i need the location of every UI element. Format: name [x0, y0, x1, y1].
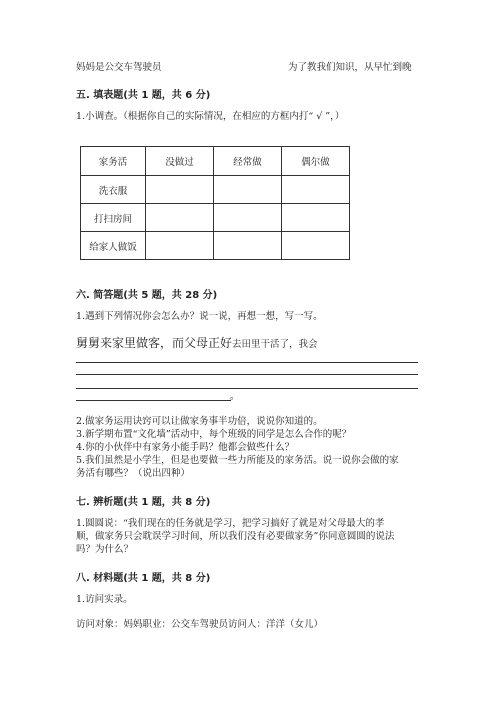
section8-interview-line: 访问对象：妈妈职业：公交车驾驶员访问人：洋洋（女儿） [76, 619, 324, 630]
section7-question-line2: 顺，做家务只会耽误学习时间，所以我们没有必要做家务”你同意圆圆的说法 [76, 531, 395, 542]
table-row [81, 204, 350, 232]
header-right-text: 为了教我们知识，从早忙到晚 [288, 62, 412, 73]
section6-heading: 六. 简答题(共 5 题，共 28 分) [76, 290, 218, 301]
survey-checkbox-cell[interactable] [214, 204, 282, 232]
header-left-text: 妈妈是公交车驾驶员 [76, 62, 162, 73]
section6-question-3: 3.新学期布置“文化墙”活动中，每个班级的同学是怎么合作的呢？ [76, 429, 352, 440]
answer-line[interactable] [76, 374, 418, 375]
survey-header-often: 经常做 [214, 147, 282, 176]
answer-line[interactable] [76, 400, 231, 401]
section5-question-1: 1.小调查。（根据你自己的实际情况，在相应的方框内打“ √ ”，） [76, 111, 345, 122]
survey-table-header-row [81, 147, 350, 176]
survey-header-never: 没做过 [146, 147, 214, 176]
survey-checkbox-cell[interactable] [214, 232, 282, 260]
section8-question-1: 1.访问实录。 [76, 594, 133, 605]
survey-checkbox-cell[interactable] [282, 204, 350, 232]
survey-checkbox-cell[interactable] [146, 176, 214, 204]
table-row [81, 176, 350, 204]
table-row [81, 232, 350, 260]
section7-heading: 七. 辨析题(共 1 题，共 8 分) [76, 497, 211, 508]
survey-header-sometimes: 偶尔做 [282, 147, 350, 176]
section6-question-4: 4.你的小伙伴中有家务小能手吗？他都会做些什么？ [76, 442, 295, 453]
scenario-main-text: 舅舅来家里做客，而父母正好 [76, 336, 233, 350]
section6-scenario [76, 336, 318, 352]
survey-checkbox-cell[interactable] [146, 232, 214, 260]
answer-line[interactable] [76, 388, 418, 389]
survey-chore-label: 给家人做饭 [81, 232, 146, 260]
section6-question-2: 2.做家务运用诀窍可以让做家务事半功倍，说说你知道的。 [76, 416, 323, 427]
section6-question-5-line1: 5.我们虽然是小学生，但是也要做一些力所能及的家务活。说一说你会做的家 [76, 455, 399, 466]
survey-table [80, 146, 350, 260]
section7-question-line1: 1.圆圆说：“我们现在的任务就是学习，把学习搞好了就是对父母最大的孝 [76, 518, 385, 529]
survey-checkbox-cell[interactable] [282, 176, 350, 204]
section7-question-line3: 吗？为什么？ [76, 544, 134, 555]
answer-line[interactable] [76, 362, 418, 363]
survey-chore-label: 洗衣服 [81, 176, 146, 204]
section6-question-5-line2: 务活有哪些？（说出四种） [76, 468, 191, 479]
survey-chore-label: 打扫房间 [81, 204, 146, 232]
survey-checkbox-cell[interactable] [146, 204, 214, 232]
survey-checkbox-cell[interactable] [214, 176, 282, 204]
survey-checkbox-cell[interactable] [282, 232, 350, 260]
survey-header-chore: 家务活 [81, 147, 146, 176]
answer-period: 。 [230, 391, 240, 402]
section8-heading: 八. 材料题(共 1 题，共 8 分) [76, 573, 211, 584]
scenario-rest-text: 去田里干活了，我会 [232, 339, 318, 350]
section5-heading: 五. 填表题(共 1 题，共 6 分) [76, 90, 211, 101]
section6-question-1: 1.遇到下列情况你会怎么办？说一说，再想一想，写一写。 [76, 311, 323, 322]
